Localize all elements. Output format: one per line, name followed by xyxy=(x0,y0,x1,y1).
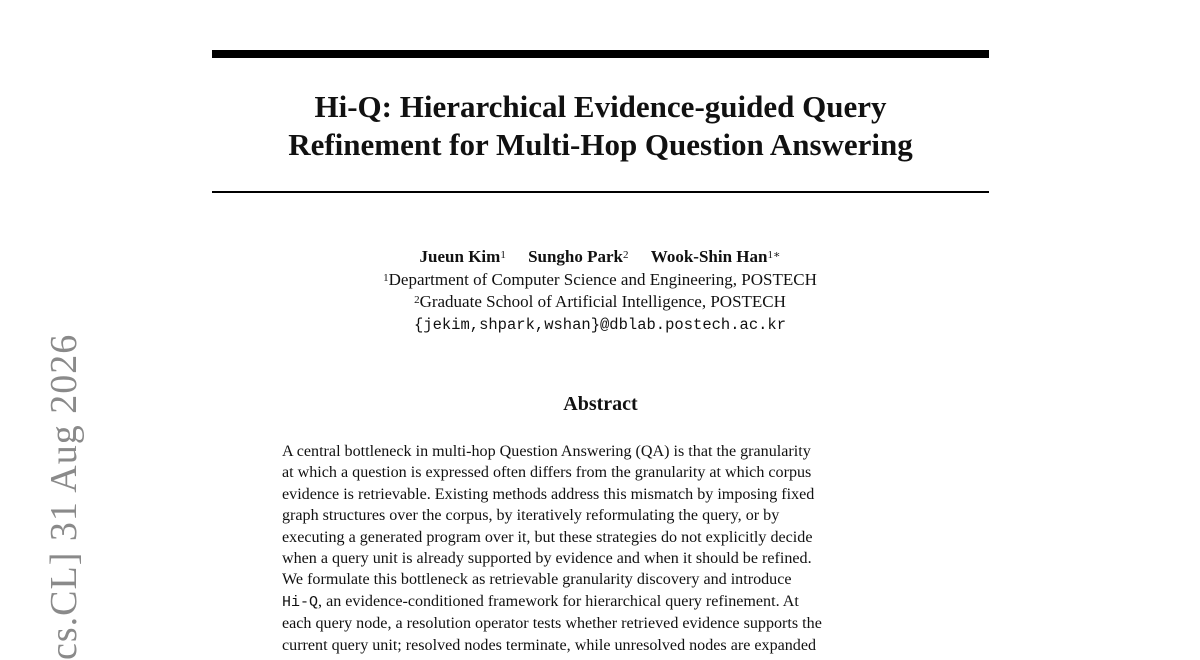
abstract-line: current query unit; resolved nodes terminate, while unresolved nodes are expanded xyxy=(282,636,817,654)
affiliation-1: $^1$Department of Computer Science and Engineering, POSTECH xyxy=(383,269,817,289)
affiliation-2: $^2$Graduate School of Artificial Intelligence, POSTECH xyxy=(414,292,786,311)
abstract-line: graph structures over the corpus, by iteratively reformulating the query, or by xyxy=(282,507,780,525)
title-line-2: Refinement for Multi-Hop Question Answering xyxy=(288,127,913,162)
author: Jueun Kim$^1$ xyxy=(419,247,506,266)
title-bottom-rule xyxy=(212,191,989,193)
abstract-line: A central bottleneck in multi-hop Question Answering (QA) is that the granularity xyxy=(282,443,811,460)
abstract-line: executing a generated program over it, but these strategies do not explicitly decide xyxy=(282,528,813,546)
abstract-line: when a query unit is already supported by evidence and when it should be refined. xyxy=(282,550,812,568)
abstract-heading: Abstract xyxy=(563,393,638,415)
paper-title xyxy=(212,88,989,164)
abstract-line: each query node, a resolution operator tests whether retrieved evidence supports the xyxy=(282,615,822,633)
title-top-rule xyxy=(212,50,989,58)
abstract-body xyxy=(282,441,922,656)
arxiv-side-stamp: cs.CL] 31 Aug 2026 xyxy=(43,333,85,660)
abstract-line xyxy=(282,591,922,613)
author: Sungho Park$^2$ xyxy=(528,247,629,266)
title-line-1: Hi-Q: Hierarchical Evidence-guided Query xyxy=(314,89,887,124)
author-block xyxy=(300,246,900,336)
author: Wook-Shin Han$^{1∗}$ xyxy=(650,247,781,266)
abstract-line: evidence is retrievable. Existing methods address this mismatch by imposing fixed xyxy=(282,485,815,503)
abstract-line: at which a question is expressed often differs from the granularity at which corpus xyxy=(282,464,812,482)
abstract-line: We formulate this bottleneck as retrievable granularity discovery and introduce xyxy=(282,571,792,589)
author-email: {jekim,shpark,wshan}@dblab.postech.ac.kr xyxy=(413,315,787,334)
abstract-line-text: , an evidence-conditioned framework for hierarchical query refinement. At xyxy=(318,592,799,610)
author-list xyxy=(300,246,900,269)
method-name-code: Hi-Q xyxy=(282,593,319,611)
